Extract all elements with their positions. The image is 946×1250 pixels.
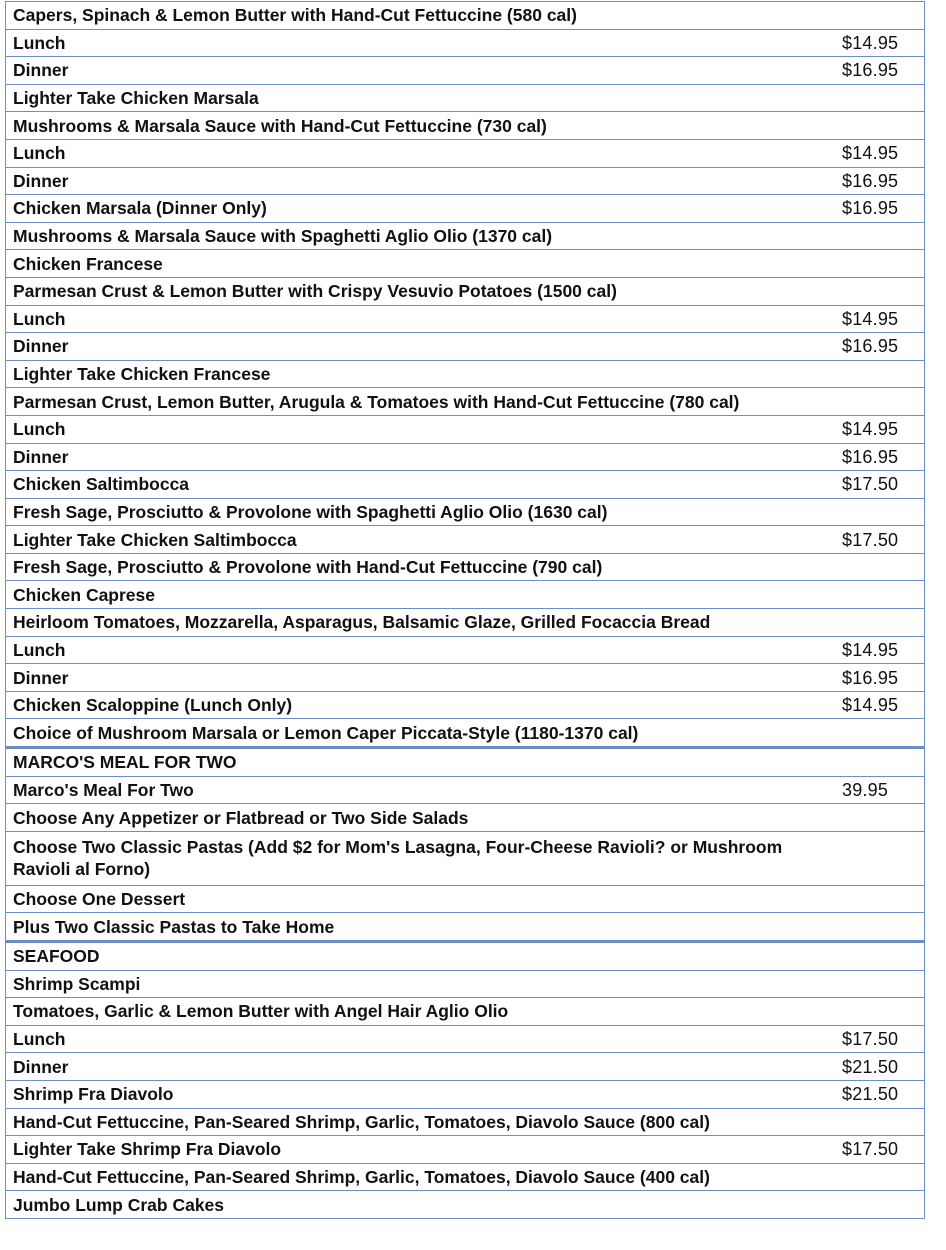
menu-item-price: $14.95 [840, 139, 925, 167]
menu-row [6, 998, 925, 1026]
menu-item-name: Lighter Take Chicken Marsala [6, 84, 841, 112]
menu-item-name: Lunch [6, 415, 841, 443]
menu-item-price: $17.50 [840, 1136, 925, 1164]
menu-row [6, 1080, 925, 1108]
menu-item-price [840, 804, 925, 832]
menu-row [6, 388, 925, 416]
menu-item-name: Mushrooms & Marsala Sauce with Hand-Cut Fettuccine (730 cal) [6, 112, 841, 140]
menu-item-price: $14.95 [840, 29, 925, 57]
menu-row [6, 250, 925, 278]
menu-row [6, 1191, 925, 1219]
menu-item-price: $21.50 [840, 1080, 925, 1108]
menu-item-price [840, 831, 925, 885]
menu-row [6, 415, 925, 443]
menu-item-name: Chicken Saltimbocca [6, 471, 841, 499]
menu-row [6, 609, 925, 637]
menu-row [6, 664, 925, 692]
menu-item-price: $21.50 [840, 1053, 925, 1081]
menu-item-price: 39.95 [840, 776, 925, 804]
menu-row [6, 471, 925, 499]
menu-item-name: Mushrooms & Marsala Sauce with Spaghetti Aglio Olio (1370 cal) [6, 222, 841, 250]
menu-item-price [840, 581, 925, 609]
menu-item-price [840, 609, 925, 637]
menu-item-name: MARCO'S MEAL FOR TWO [6, 748, 841, 777]
menu-item-price: $16.95 [840, 443, 925, 471]
menu-item-name: Jumbo Lump Crab Cakes [6, 1191, 841, 1219]
menu-body [6, 2, 925, 1219]
menu-row [6, 885, 925, 913]
menu-item-price [840, 885, 925, 913]
menu-item-name: Lighter Take Shrimp Fra Diavolo [6, 1136, 841, 1164]
menu-item-price: $14.95 [840, 415, 925, 443]
menu-row [6, 553, 925, 581]
menu-item-price [840, 2, 925, 30]
menu-item-price [840, 748, 925, 777]
menu-row [6, 776, 925, 804]
menu-item-name: Shrimp Fra Diavolo [6, 1080, 841, 1108]
menu-item-price [840, 970, 925, 998]
menu-row [6, 57, 925, 85]
menu-row [6, 913, 925, 942]
menu-row [6, 831, 925, 885]
menu-item-name: Lunch [6, 636, 841, 664]
menu-row [6, 305, 925, 333]
menu-item-name: Chicken Scaloppine (Lunch Only) [6, 691, 841, 719]
menu-row [6, 2, 925, 30]
menu-item-price [840, 277, 925, 305]
menu-item-name: Parmesan Crust, Lemon Butter, Arugula & Tomatoes with Hand-Cut Fettuccine (780 cal) [6, 388, 841, 416]
menu-item-price: $14.95 [840, 636, 925, 664]
menu-item-price [840, 1163, 925, 1191]
menu-item-price: $17.50 [840, 471, 925, 499]
menu-item-name: Tomatoes, Garlic & Lemon Butter with Angel Hair Aglio Olio [6, 998, 841, 1026]
menu-row [6, 167, 925, 195]
menu-row [6, 1163, 925, 1191]
menu-item-name: Fresh Sage, Prosciutto & Provolone with Spaghetti Aglio Olio (1630 cal) [6, 498, 841, 526]
menu-row [6, 942, 925, 971]
menu-item-name: Dinner [6, 167, 841, 195]
menu-row [6, 333, 925, 361]
menu-row [6, 1108, 925, 1136]
menu-item-name: Dinner [6, 57, 841, 85]
menu-row [6, 498, 925, 526]
menu-row [6, 195, 925, 223]
menu-item-name: Parmesan Crust & Lemon Butter with Crispy Vesuvio Potatoes (1500 cal) [6, 277, 841, 305]
menu-item-name: Choose One Dessert [6, 885, 841, 913]
menu-row [6, 581, 925, 609]
menu-row [6, 360, 925, 388]
menu-item-name: Hand-Cut Fettuccine, Pan-Seared Shrimp, Garlic, Tomatoes, Diavolo Sauce (400 cal) [6, 1163, 841, 1191]
menu-item-price [840, 222, 925, 250]
menu-row [6, 1053, 925, 1081]
menu-row [6, 84, 925, 112]
menu-item-name: Lunch [6, 139, 841, 167]
menu-item-name: Lunch [6, 29, 841, 57]
menu-item-name: Lunch [6, 1025, 841, 1053]
menu-item-name: Choose Any Appetizer or Flatbread or Two Side Salads [6, 804, 841, 832]
menu-row [6, 1136, 925, 1164]
menu-row [6, 636, 925, 664]
menu-item-price [840, 553, 925, 581]
menu-item-name: Lighter Take Chicken Francese [6, 360, 841, 388]
menu-item-price [840, 719, 925, 748]
menu-row [6, 443, 925, 471]
menu-row [6, 719, 925, 748]
menu-item-name: Heirloom Tomatoes, Mozzarella, Asparagus, Balsamic Glaze, Grilled Focaccia Bread [6, 609, 841, 637]
menu-row [6, 970, 925, 998]
menu-item-name: Shrimp Scampi [6, 970, 841, 998]
menu-item-name: Capers, Spinach & Lemon Butter with Hand-Cut Fettuccine (580 cal) [6, 2, 841, 30]
menu-item-name: Chicken Francese [6, 250, 841, 278]
menu-item-price: $16.95 [840, 167, 925, 195]
menu-item-price: $17.50 [840, 526, 925, 554]
menu-item-name: Marco's Meal For Two [6, 776, 841, 804]
menu-row [6, 112, 925, 140]
menu-item-name: Dinner [6, 664, 841, 692]
menu-row [6, 1025, 925, 1053]
menu-row [6, 29, 925, 57]
menu-item-price [840, 1191, 925, 1219]
menu-item-name: Chicken Caprese [6, 581, 841, 609]
menu-item-price: $14.95 [840, 691, 925, 719]
menu-row [6, 526, 925, 554]
menu-item-price: $16.95 [840, 664, 925, 692]
menu-row [6, 222, 925, 250]
menu-item-name: Fresh Sage, Prosciutto & Provolone with Hand-Cut Fettuccine (790 cal) [6, 553, 841, 581]
menu-item-price: $17.50 [840, 1025, 925, 1053]
menu-item-name: Chicken Marsala (Dinner Only) [6, 195, 841, 223]
menu-item-price: $16.95 [840, 333, 925, 361]
menu-item-name: Lighter Take Chicken Saltimbocca [6, 526, 841, 554]
menu-item-price [840, 388, 925, 416]
menu-item-price: $16.95 [840, 57, 925, 85]
menu-item-name: Dinner [6, 443, 841, 471]
menu-item-price: $16.95 [840, 195, 925, 223]
menu-item-name: Lunch [6, 305, 841, 333]
menu-table [5, 1, 925, 1219]
menu-item-price [840, 998, 925, 1026]
menu-item-price [840, 913, 925, 942]
menu-row [6, 277, 925, 305]
menu-item-name: Dinner [6, 1053, 841, 1081]
menu-item-price [840, 498, 925, 526]
menu-item-price [840, 360, 925, 388]
menu-item-name: SEAFOOD [6, 942, 841, 971]
menu-row [6, 804, 925, 832]
menu-item-price [840, 112, 925, 140]
menu-row [6, 139, 925, 167]
menu-row [6, 691, 925, 719]
menu-item-price [840, 1108, 925, 1136]
menu-item-price [840, 942, 925, 971]
menu-item-price [840, 84, 925, 112]
menu-item-name: Choose Two Classic Pastas (Add $2 for Mom's Lasagna, Four-Cheese Ravioli? or Mushroom Ravioli al Forno) [6, 831, 841, 885]
menu-item-name: Choice of Mushroom Marsala or Lemon Caper Piccata-Style (1180-1370 cal) [6, 719, 841, 748]
menu-item-name: Plus Two Classic Pastas to Take Home [6, 913, 841, 942]
menu-row [6, 748, 925, 777]
menu-item-price [840, 250, 925, 278]
menu-item-name: Hand-Cut Fettuccine, Pan-Seared Shrimp, Garlic, Tomatoes, Diavolo Sauce (800 cal) [6, 1108, 841, 1136]
menu-item-price: $14.95 [840, 305, 925, 333]
menu-item-name: Dinner [6, 333, 841, 361]
